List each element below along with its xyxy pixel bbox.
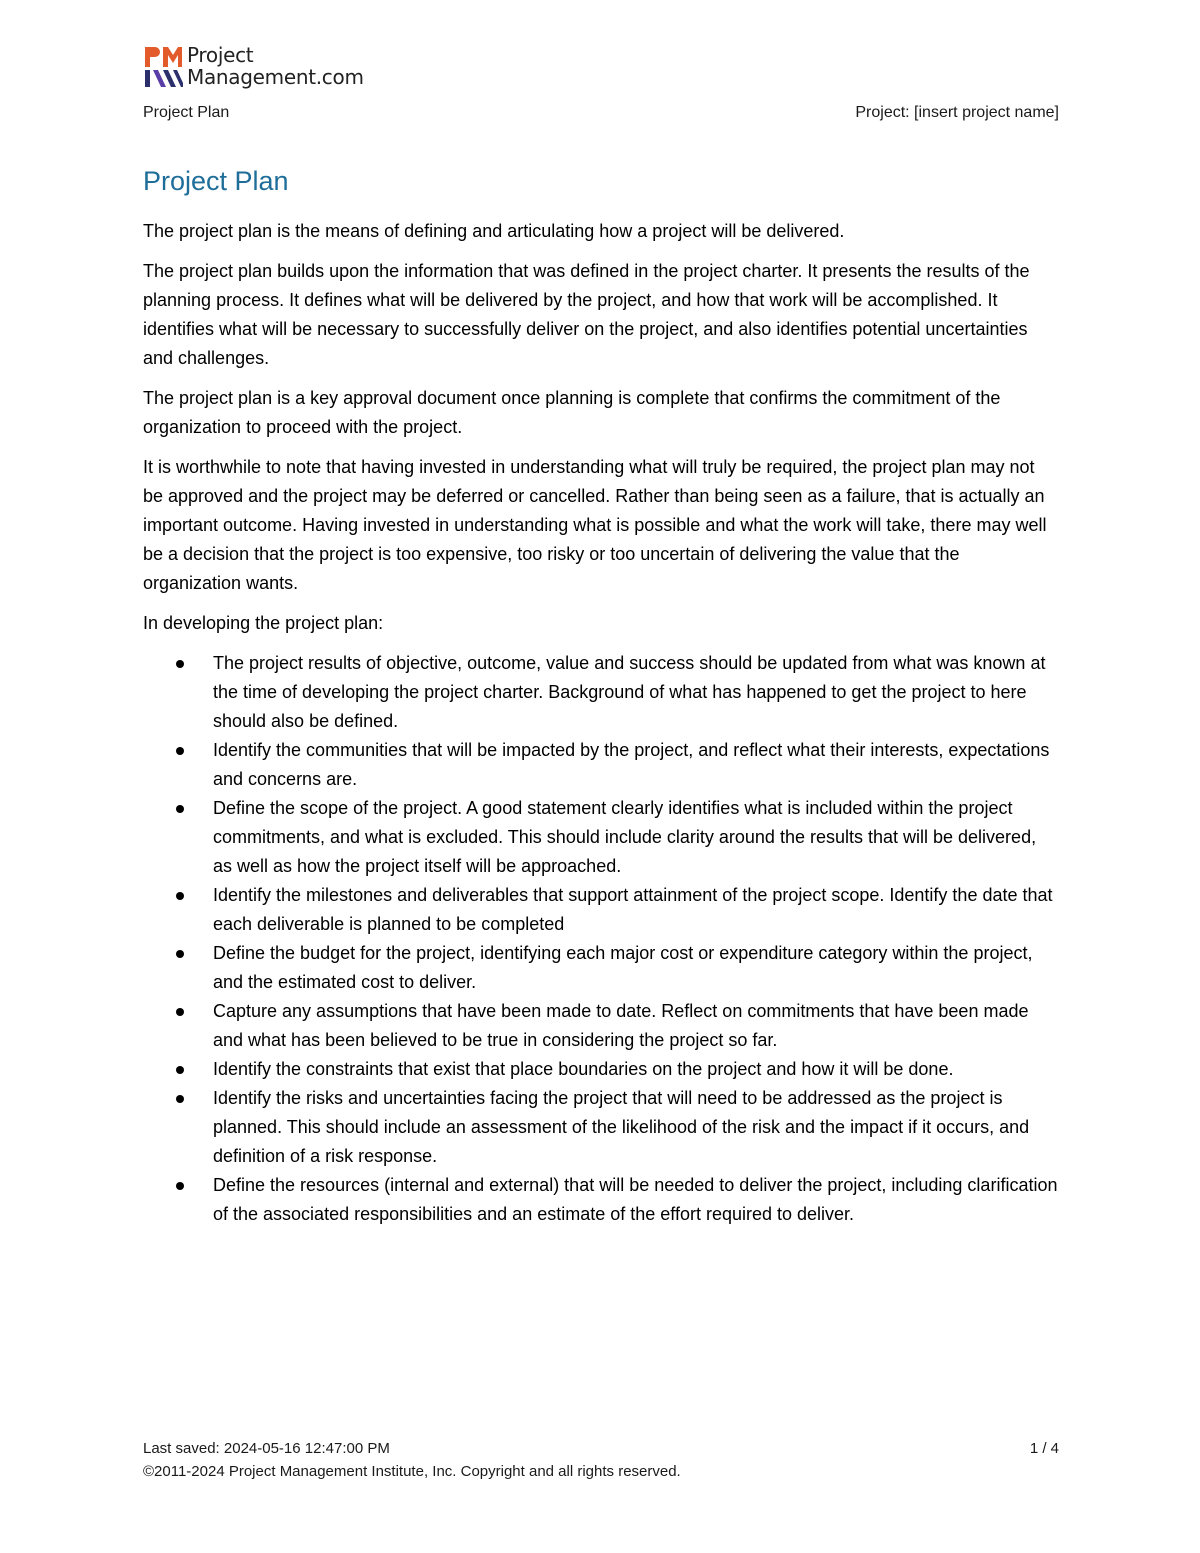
logo-line-2: Management.com — [187, 65, 364, 89]
list-item — [143, 736, 1059, 794]
bullet-icon — [176, 950, 184, 958]
header-right: Project: [insert project name] — [855, 104, 1059, 121]
page-number: 1 / 4 — [1029, 1440, 1059, 1457]
list-item — [143, 939, 1059, 997]
list-item-text: Identify the communities that will be impacted by the project, and reflect what their interests, expectations and concerns are. — [213, 740, 1050, 789]
bullet-icon — [176, 1182, 184, 1190]
list-item — [143, 794, 1059, 881]
paragraph: It is worthwhile to note that having invested in understanding what will truly be required, the project plan may not be approved and the project may be deferred or cancelled. Rather than being seen as a failure, that is actually an important outcome. Having invested in understanding what is possible and what the work will take, there may well be a decision that the project is too expensive, too risky or too uncertain of delivering the value that the organization wants. — [143, 457, 1047, 593]
paragraph: In developing the project plan: — [143, 613, 384, 633]
page-title: Project Plan — [143, 166, 289, 196]
list-item-text: Capture any assumptions that have been made to date. Reflect on commitments that have been made and what has been believed to be true in considering the project so far. — [213, 1001, 1029, 1050]
list-item-text: Identify the constraints that exist that place boundaries on the project and how it will be done. — [213, 1059, 954, 1079]
bullet-icon — [176, 747, 184, 755]
bullet-icon — [176, 660, 184, 668]
bullet-icon — [176, 1095, 184, 1103]
list-item-text: Identify the milestones and deliverables that support attainment of the project scope. Identify the date that each deliverable is planned to be completed — [213, 885, 1053, 934]
list-item-text: Identify the risks and uncertainties facing the project that will need to be addressed as the project is planned. This should include an assessment of the likelihood of the risk and the impact if it occurs, and definition of a risk response. — [213, 1088, 1030, 1166]
list-item-text: The project results of objective, outcome, value and success should be updated from what was known at the time of developing the project charter. Background of what has happened to get the project to here should also be defined. — [213, 653, 1046, 731]
list-item — [143, 997, 1059, 1055]
list-item-text: Define the scope of the project. A good statement clearly identifies what is included within the project commitments, and what is excluded. This should include clarity around the results that will be delivered, as well as how the project itself will be approached. — [213, 798, 1037, 876]
logo-wordmark — [187, 44, 364, 88]
logo-line-1: Project — [187, 43, 254, 67]
list-item — [143, 1084, 1059, 1171]
bullet-list — [143, 649, 1059, 1229]
header-left: Project Plan — [143, 104, 230, 121]
pmi-logo — [143, 44, 364, 94]
paragraph: The project plan is a key approval document once planning is complete that confirms the commitment of the organization to proceed with the project. — [143, 388, 1001, 437]
bullet-icon — [176, 1066, 184, 1074]
last-saved: Last saved: 2024-05-16 12:47:00 PM — [143, 1440, 390, 1457]
bullet-icon — [176, 892, 184, 900]
page-footer — [143, 1437, 1059, 1483]
page-header — [143, 104, 1059, 122]
list-item-text: Define the budget for the project, identifying each major cost or expenditure category within the project, and the estimated cost to deliver. — [213, 943, 1033, 992]
copyright: ©2011-2024 Project Management Institute, Inc. Copyright and all rights reserved. — [143, 1463, 681, 1480]
bullet-icon — [176, 1008, 184, 1016]
list-item — [143, 1171, 1059, 1229]
paragraph: The project plan builds upon the information that was defined in the project charter. It presents the results of the planning process. It defines what will be delivered by the project, and how that work will be accomplished. It identifies what will be necessary to successfully deliver on the project, and also identifies potential uncertainties and challenges. — [143, 261, 1030, 368]
list-item — [143, 1055, 1059, 1084]
bullet-icon — [176, 805, 184, 813]
list-item — [143, 881, 1059, 939]
list-item — [143, 649, 1059, 736]
paragraph: The project plan is the means of defining and articulating how a project will be delivered. — [143, 221, 845, 241]
document-body — [143, 217, 1059, 1229]
pmi-logo-icon — [143, 44, 183, 90]
list-item-text: Define the resources (internal and external) that will be needed to deliver the project, including clarification of the associated responsibilities and an estimate of the effort required to deliver. — [213, 1175, 1058, 1224]
